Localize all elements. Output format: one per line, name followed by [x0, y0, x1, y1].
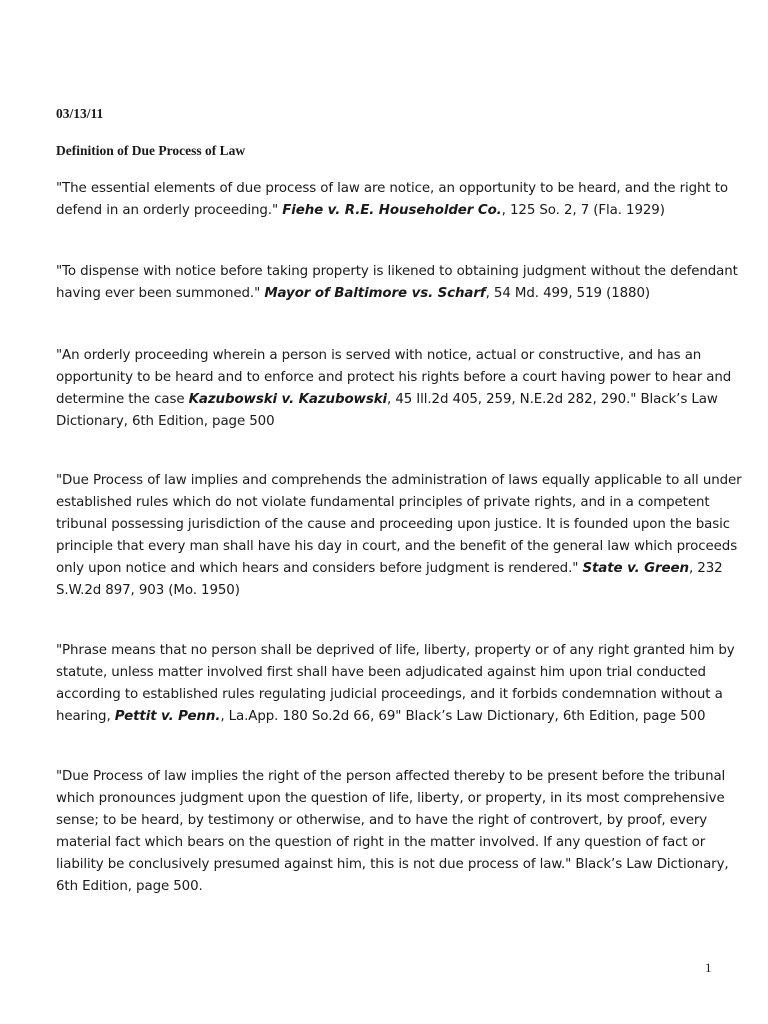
page-number: 1	[705, 960, 712, 975]
citation-detail: , 232 S.W.2d 897, 903 (Mo. 1950)	[56, 561, 723, 598]
citation-detail: , La.App. 180 So.2d 66, 69" Black’s Law Dictionary, 6th Edition, page 500	[220, 709, 706, 724]
quote-text: "Due Process of law implies and comprehends the administration of laws equally applicable to all under established rules which do not violate fundamental principles of private rights, and in a competent tribunal possessing jurisdiction of the cause and proceeding upon justice. It is founded upon the basic principle that every man shall have his day in court, and the benefit of the general law which proceeds only upon notice and which hears and considers before judgment is rendered."	[56, 473, 742, 576]
case-citation: Pettit v. Penn.	[114, 709, 221, 724]
quote-text: "To dispense with notice before taking property is likened to obtaining judgment without the defendant having ever been summoned."	[56, 264, 738, 301]
document-date: 03/13/11	[56, 106, 104, 121]
citation-detail: , 45 Ill.2d 405, 259, N.E.2d 282, 290." Black’s Law Dictionary, 6th Edition, page 500	[56, 392, 718, 429]
quote-text: "Due Process of law implies the right of the person affected thereby to be present before the tribunal which pronounces judgment upon the question of life, liberty, or property, in its most comprehensive sense; to be heard, by testimony or otherwise, and to have the right of controvert, by proof, every material fact which bears on the question of right in the matter involved. If any question of fact or liability be conclusively presumed against him, this is not due process of law." Black’s Law Dictionary, 6th Edition, page 500.	[56, 769, 729, 894]
case-citation: Fiehe v. R.E. Householder Co.	[282, 203, 502, 218]
citation-detail: , 125 So. 2, 7 (Fla. 1929)	[501, 203, 665, 218]
document-heading: Definition of Due Process of Law	[56, 143, 246, 158]
quote-text: "An orderly proceeding wherein a person is served with notice, actual or constructive, and has an opportunity to be heard and to enforce and protect his rights before a court having power to hear and determine the case	[56, 348, 732, 407]
quote-text: "Phrase means that no person shall be deprived of life, liberty, property or of any right granted him by statute, unless matter involved first shall have been adjudicated against him upon trial conducted according to established rules regulating judicial proceedings, and it forbids condemnation without a hearing,	[56, 643, 735, 724]
quote-paragraph-3	[56, 345, 746, 433]
citation-detail: , 54 Md. 499, 519 (1880)	[485, 286, 650, 301]
quote-paragraph-5	[56, 640, 746, 728]
quote-paragraph-2	[56, 261, 746, 305]
quote-paragraph-4	[56, 470, 746, 602]
case-citation: Kazubowski v. Kazubowski	[188, 392, 387, 407]
quote-paragraph-6	[56, 766, 746, 898]
quote-paragraph-1	[56, 178, 746, 222]
case-citation: Mayor of Baltimore vs. Scharf	[264, 286, 486, 301]
case-citation: State v. Green	[582, 561, 689, 576]
quote-text: "The essential elements of due process of law are notice, an opportunity to be heard, and the right to defend in an orderly proceeding."	[56, 181, 728, 218]
